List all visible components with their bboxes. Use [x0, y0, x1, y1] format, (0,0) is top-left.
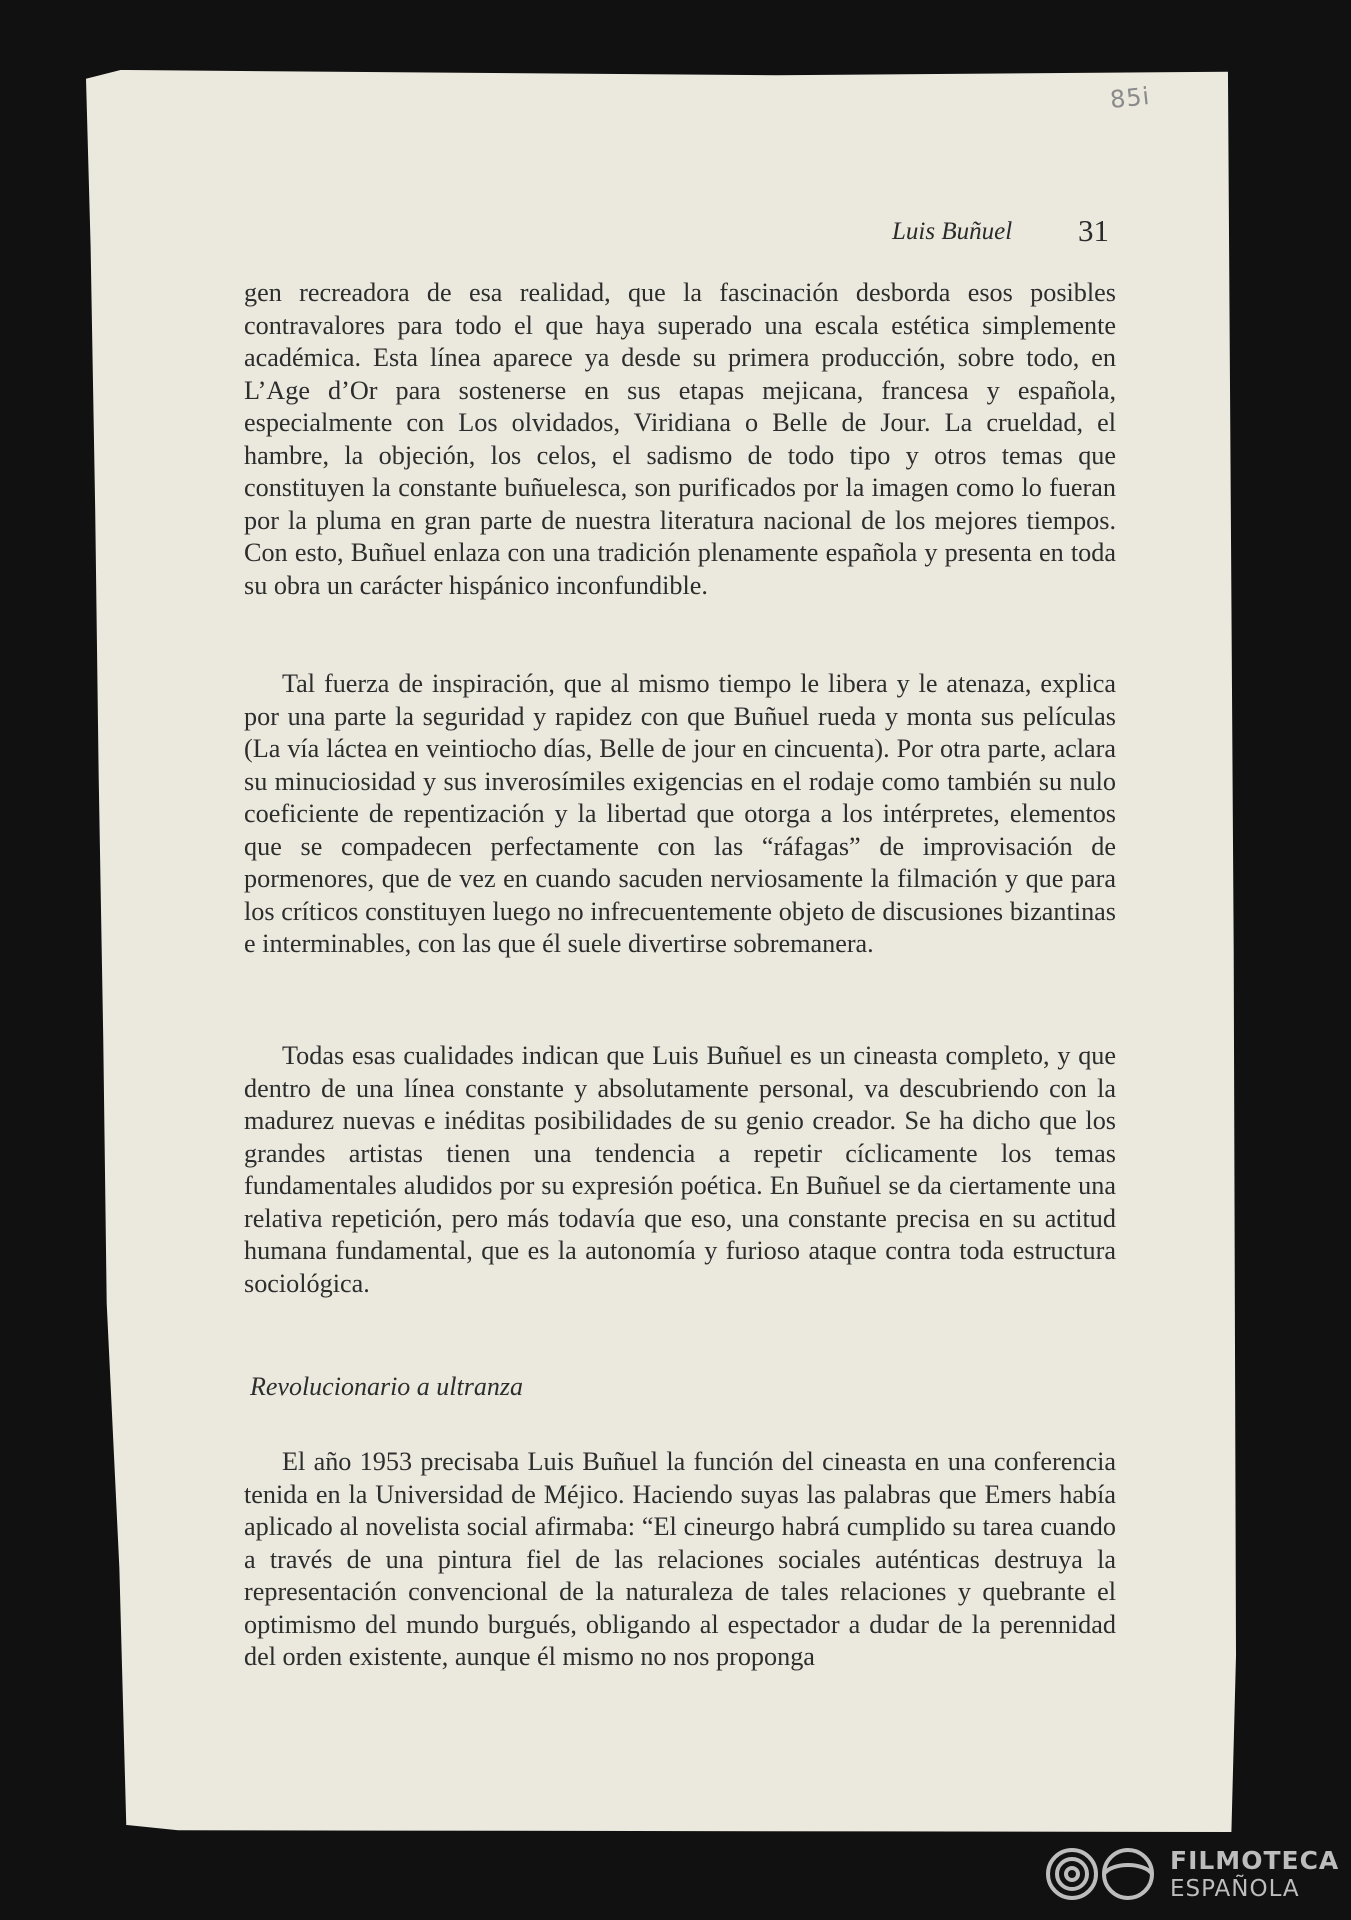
handwritten-annotation: 85i	[1108, 81, 1152, 115]
watermark	[1042, 1842, 1342, 1906]
watermark-line-2: ESPAÑOLA	[1170, 1876, 1300, 1902]
paragraph-3-text: Todas esas cualidades indican que Luis Buñuel es un cineasta completo, y que dentro de una línea constante y absolutamente personal, va descubriendo con la madurez nuevas e inéditas posibilidades de su genio creador. Se ha dicho que los grandes artistas tienen una tendencia a repetir cíclicamente los temas fundamentales aludidos por su expresión poética. En Buñuel se da ciertamente una relativa repetición, pero más todavía que eso, una constante precisa en su actitud humana fundamental, que es la autonomía y furioso ataque contra toda estructura sociológica.	[244, 1041, 1116, 1298]
section-heading: Revolucionario a ultranza	[250, 1372, 523, 1401]
spiral-logo-icon	[1042, 1844, 1162, 1904]
body-paragraph-3	[244, 1040, 1116, 1300]
body-paragraph-4	[244, 1420, 1116, 1700]
paragraph-2-text: Tal fuerza de inspiración, que al mismo tiempo le libera y le atenaza, explica por una parte la seguridad y rapidez con que Buñuel rueda y monta sus películas (La vía láctea en veintiocho días, Belle de jour en cincuenta). Por otra parte, aclara su minuciosidad y sus inverosímiles exigencias en el rodaje como también su nulo coeficiente de repentización y la libertad que otorga a los intérpretes, elementos que se compadecen perfectamente con las “ráfagas” de improvisación de pormenores, que de vez en cuando sacuden nerviosamente la filmación y que para los críticos constituyen luego no infrecuentemente objeto de discusiones bizantinas e interminables, con las que él suele divertirse sobremanera.	[244, 669, 1116, 958]
body-paragraph-2	[244, 668, 1116, 961]
paragraph-4-text: El año 1953 precisaba Luis Buñuel la función del cineasta en una conferencia tenida en la Universidad de Méjico. Haciendo suyas las palabras que Emers había aplicado al novelista social afirmaba: “El cineurgo habrá cumplido su tarea cuando a través de una pintura fiel de las relaciones sociales auténticas destruya la representación convencional de la naturaleza de tales relaciones y quebrante el optimismo del mundo burgués, obligando al espectador a dudar de la perennidad del orden existente, aunque él mismo no nos proponga	[244, 1447, 1116, 1672]
running-head: Luis Buñuel	[892, 218, 1013, 245]
paragraph-1-text: gen recreadora de esa realidad, que la fascinación desborda esos posibles contravalores para todo el que haya superado una escala estética simplemente académica. Esta línea aparece ya desde su primera producción, sobre todo, en L’Age d’Or para sostenerse en sus etapas mejicana, francesa y española, especialmente con Los olvidados, Viridiana o Belle de Jour. La crueldad, el hambre, la objeción, los celos, el sadismo de todo tipo y otros temas que constituyen la constante buñuelesca, son purificados por la imagen como lo fueran por la pluma en gran parte de nuestra literatura nacional de los mejores tiempos. Con esto, Buñuel enlaza con una tradición plenamente española y presenta en toda su obra un carácter hispánico inconfundible.	[244, 278, 1116, 600]
page-number: 31	[1078, 213, 1109, 248]
body-paragraph-1	[244, 277, 1116, 602]
watermark-line-1: FILMOTECA	[1170, 1846, 1340, 1875]
